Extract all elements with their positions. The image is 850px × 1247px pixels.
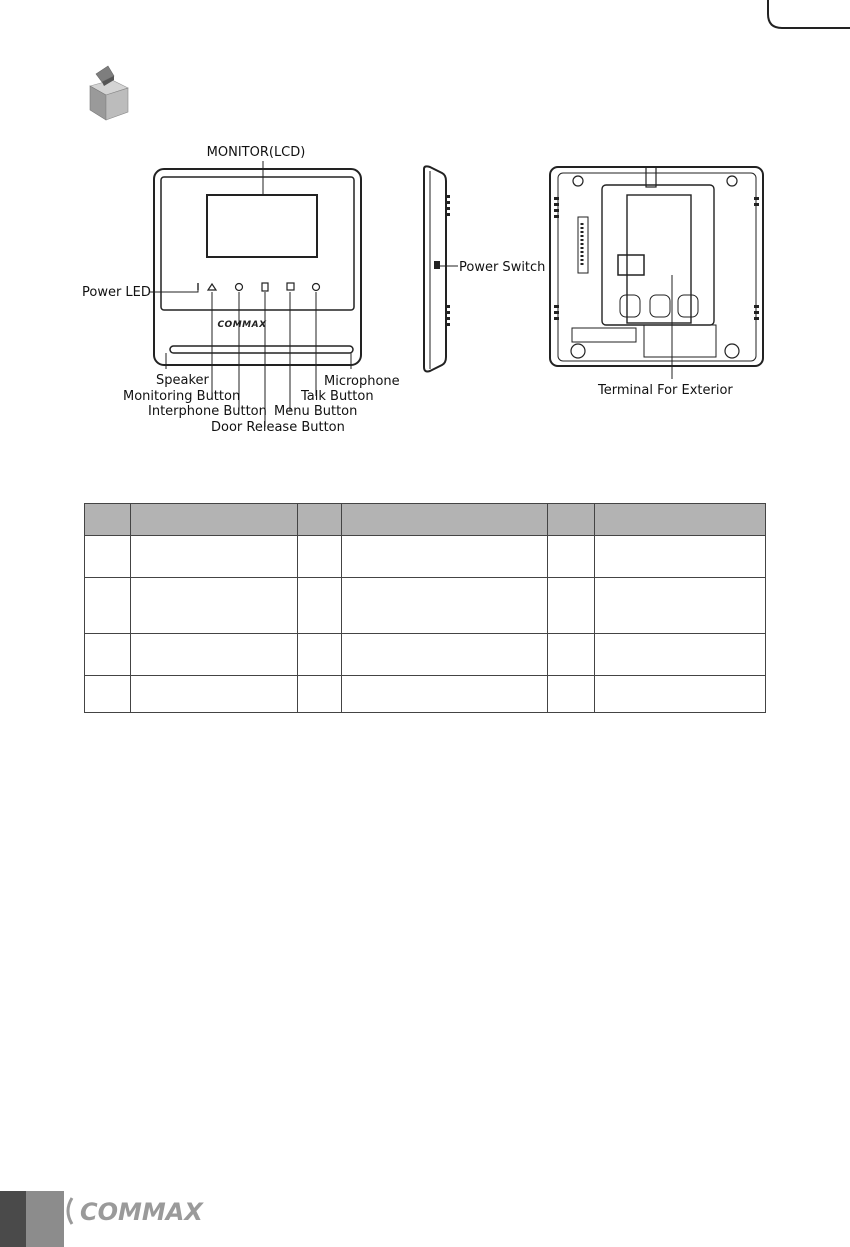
terminal-for-exterior-label: Terminal For Exterior: [598, 383, 733, 398]
table-header-cell: [548, 504, 595, 536]
table-cell: [298, 536, 342, 578]
table-header-cell: [298, 504, 342, 536]
interphone-button-label: Interphone Button: [148, 404, 267, 419]
footer-grey-block: [26, 1191, 64, 1247]
interphone-button[interactable]: [236, 284, 243, 291]
power-switch[interactable]: [434, 261, 440, 269]
microphone-label: Microphone: [324, 374, 400, 389]
table-cell: [595, 578, 766, 634]
table-cell: [548, 578, 595, 634]
box-icon: [76, 62, 136, 122]
table-cell: [131, 634, 298, 676]
table-cell: [298, 578, 342, 634]
footer-dark-block: [0, 1191, 26, 1247]
table-cell: [342, 676, 548, 713]
power-switch-label: Power Switch: [459, 260, 546, 275]
table-cell: [548, 676, 595, 713]
talk-button[interactable]: [313, 284, 320, 291]
page-corner-mark: [0, 0, 850, 40]
table-cell: [342, 578, 548, 634]
front-view: [82, 145, 400, 435]
table-row: [85, 634, 766, 676]
device-diagram: [60, 135, 800, 440]
table-cell: [85, 634, 131, 676]
talk-button-label: Talk Button: [301, 389, 374, 404]
device-brand-text: COMMAX: [217, 320, 267, 330]
table-cell: [298, 676, 342, 713]
table-cell: [595, 676, 766, 713]
table-cell: [342, 634, 548, 676]
table-row: [85, 578, 766, 634]
table-header-cell: [595, 504, 766, 536]
table-row: [85, 536, 766, 578]
table-header-cell: [85, 504, 131, 536]
spec-table: [84, 503, 766, 713]
table-cell: [131, 536, 298, 578]
table-cell: [548, 536, 595, 578]
table-cell: [548, 634, 595, 676]
table-cell: [85, 676, 131, 713]
side-view: [424, 166, 545, 371]
speaker-label: Speaker: [156, 373, 209, 388]
table-header-row: [85, 504, 766, 536]
commax-logo-icon: [66, 1194, 226, 1228]
monitoring-button-label: Monitoring Button: [123, 389, 241, 404]
menu-button-label: Menu Button: [274, 404, 358, 419]
table-cell: [131, 676, 298, 713]
table-header-cell: [342, 504, 548, 536]
table-cell: [298, 634, 342, 676]
monitoring-button[interactable]: [208, 284, 216, 290]
table-row: [85, 676, 766, 713]
power-led-label: Power LED: [82, 285, 151, 300]
menu-button[interactable]: [287, 283, 294, 290]
table-cell: [595, 536, 766, 578]
table-cell: [85, 578, 131, 634]
footer-logo-text: COMMAX: [80, 1198, 203, 1226]
table-cell: [595, 634, 766, 676]
monitor-label: MONITOR(LCD): [206, 145, 306, 160]
door-release-button-label: Door Release Button: [211, 420, 345, 435]
back-view: [550, 167, 763, 398]
table-cell: [342, 536, 548, 578]
door-release-button[interactable]: [262, 283, 268, 291]
table-cell: [85, 536, 131, 578]
table-header-cell: [131, 504, 298, 536]
table-cell: [131, 578, 298, 634]
